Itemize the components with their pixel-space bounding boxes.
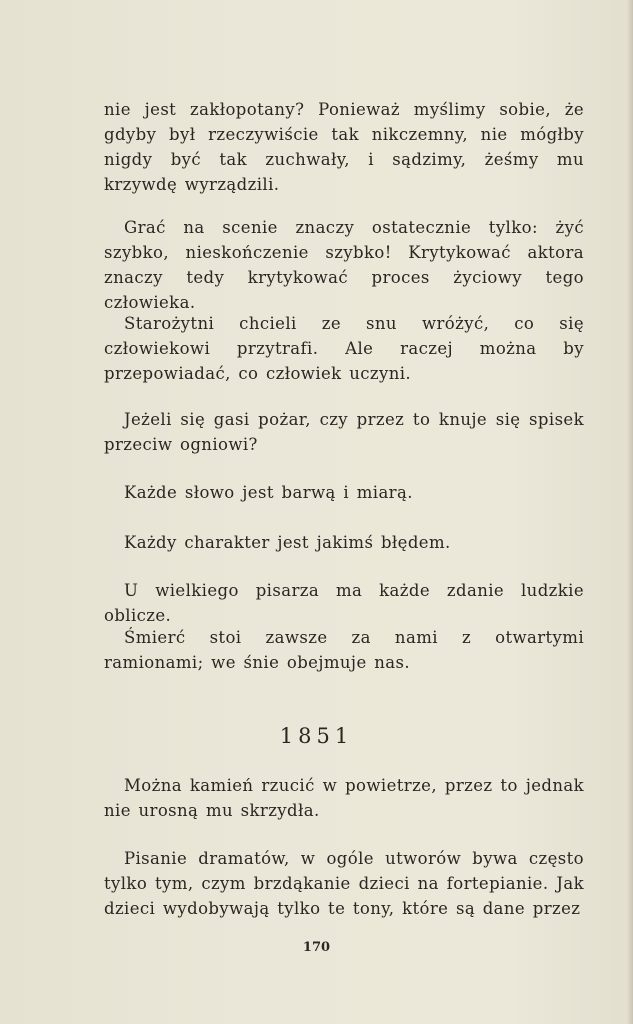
paragraph-word bbox=[104, 480, 584, 505]
paragraph-death bbox=[104, 625, 584, 675]
paragraph-acting bbox=[104, 215, 584, 315]
page-number: 170 bbox=[302, 940, 331, 955]
paragraph-4: Jeżeli się gasi pożar, czy przez to knuje się spisek przeciw ogniowi? bbox=[104, 410, 584, 454]
paragraph-3: Starożytni chcieli ze snu wróżyć, co się człowiekowi przytrafi. Ale raczej można by przepowiadać, co człowiek uczyni. bbox=[104, 314, 584, 383]
paragraph-8: Śmierć stoi zawsze za nami z otwartymi ramionami; we śnie obejmuje nas. bbox=[104, 628, 584, 672]
paragraph-writer bbox=[104, 578, 584, 628]
paragraph-7: U wielkiego pisarza ma każde zdanie ludzkie oblicze. bbox=[104, 581, 584, 625]
paragraph-dreams bbox=[104, 311, 584, 386]
paragraph-drama bbox=[104, 846, 584, 921]
paragraph-6: Każdy charakter jest jakimś błędem. bbox=[124, 533, 451, 552]
paragraph-stone bbox=[104, 773, 584, 823]
paragraph-5: Każde słowo jest barwą i miarą. bbox=[124, 483, 413, 502]
paragraph-10: Pisanie dramatów, w ogóle utworów bywa często tylko tym, czym brzdąkanie dzieci na fortepianie. Jak dzieci wydobywają tylko te tony, które są dane przez bbox=[104, 849, 584, 918]
paragraph-fire bbox=[104, 407, 584, 457]
year-heading: 1851 bbox=[279, 724, 354, 748]
page-edge-shadow bbox=[627, 0, 633, 1024]
paragraph-2: Grać na scenie znaczy ostatecznie tylko: żyć szybko, nieskończenie szybko! Krytykować aktora znaczy tedy krytykować proces życiowy tego człowieka. bbox=[104, 218, 584, 312]
paragraph-9: Można kamień rzucić w powietrze, przez to jednak nie urosną mu skrzydła. bbox=[104, 776, 584, 820]
paragraph-character bbox=[104, 530, 584, 555]
paragraph-1: nie jest zakłopotany? Ponieważ myślimy sobie, że gdyby był rzeczywiście tak nikczemny, nie mógłby nigdy być tak zuchwały, i sądzimy, żeśmy mu krzywdę wyrządzili. bbox=[104, 100, 584, 194]
paragraph-continuation bbox=[104, 97, 584, 197]
